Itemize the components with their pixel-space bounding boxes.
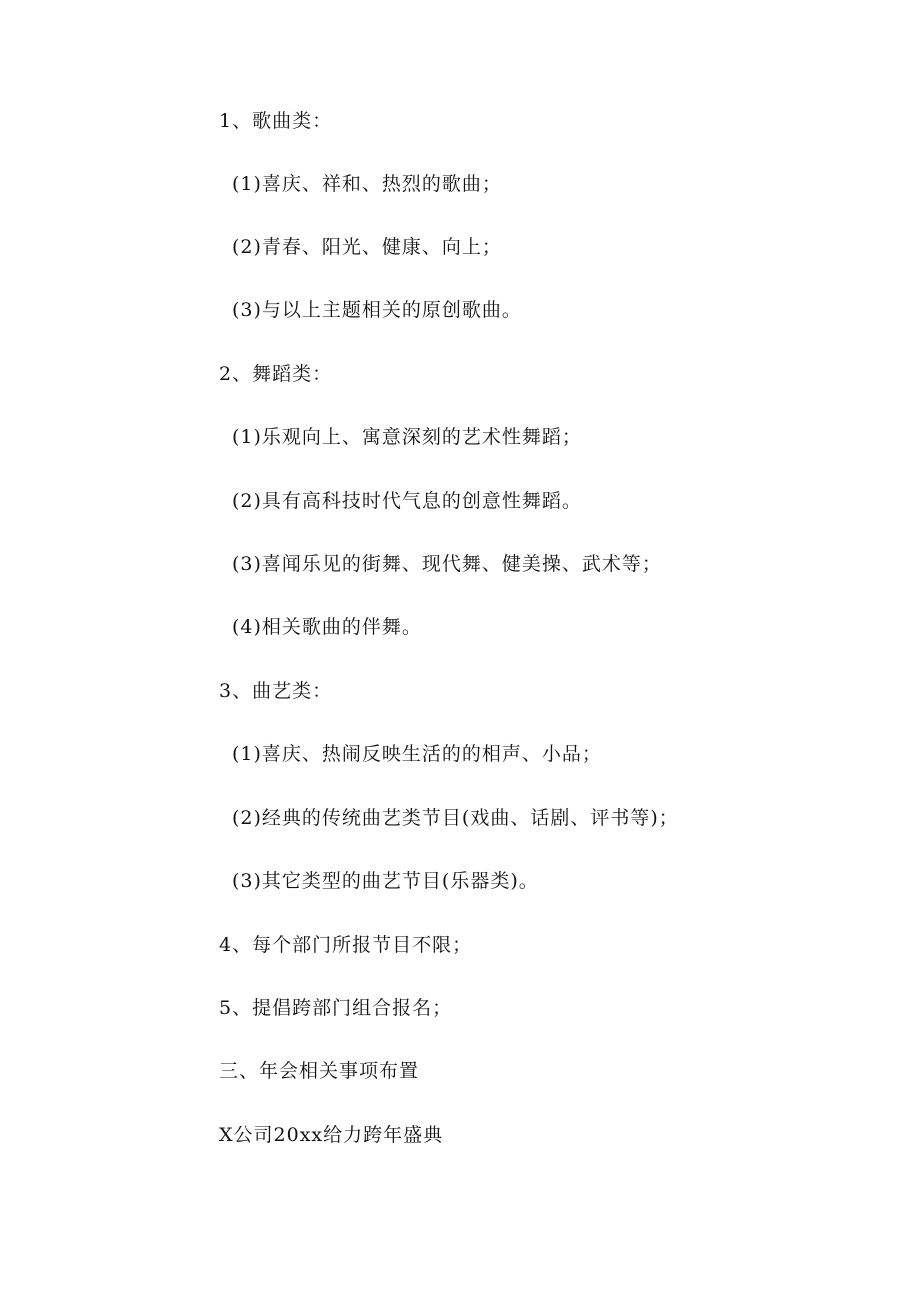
songs-item-3: (3)与以上主题相关的原创歌曲。 bbox=[232, 299, 522, 321]
quyi-item-2: (2)经典的传统曲艺类节目(戏曲、话剧、评书等)； bbox=[232, 807, 679, 829]
rule-item-4: 4、每个部门所报节目不限； bbox=[219, 934, 473, 956]
dance-item-4: (4)相关歌曲的伴舞。 bbox=[232, 616, 422, 638]
event-title: X公司20xx给力跨年盛典 bbox=[219, 1124, 444, 1146]
section-dance-heading: 2、舞蹈类： bbox=[219, 363, 333, 385]
rule-item-5: 5、提倡跨部门组合报名； bbox=[219, 997, 453, 1019]
dance-item-2: (2)具有高科技时代气息的创意性舞蹈。 bbox=[232, 490, 582, 512]
section-three-heading: 三、年会相关事项布置 bbox=[219, 1060, 420, 1082]
songs-item-2: (2)青春、阳光、健康、向上； bbox=[232, 236, 502, 258]
dance-item-3: (3)喜闻乐见的街舞、现代舞、健美操、武术等； bbox=[232, 553, 662, 575]
songs-item-1: (1)喜庆、祥和、热烈的歌曲； bbox=[232, 173, 502, 195]
section-quyi-heading: 3、曲艺类： bbox=[219, 680, 333, 702]
section-songs-heading: 1、歌曲类： bbox=[219, 110, 333, 132]
quyi-item-1: (1)喜庆、热闹反映生活的的相声、小品； bbox=[232, 743, 602, 765]
dance-item-1: (1)乐观向上、寓意深刻的艺术性舞蹈； bbox=[232, 426, 582, 448]
quyi-item-3: (3)其它类型的曲艺节目(乐器类)。 bbox=[232, 870, 539, 892]
